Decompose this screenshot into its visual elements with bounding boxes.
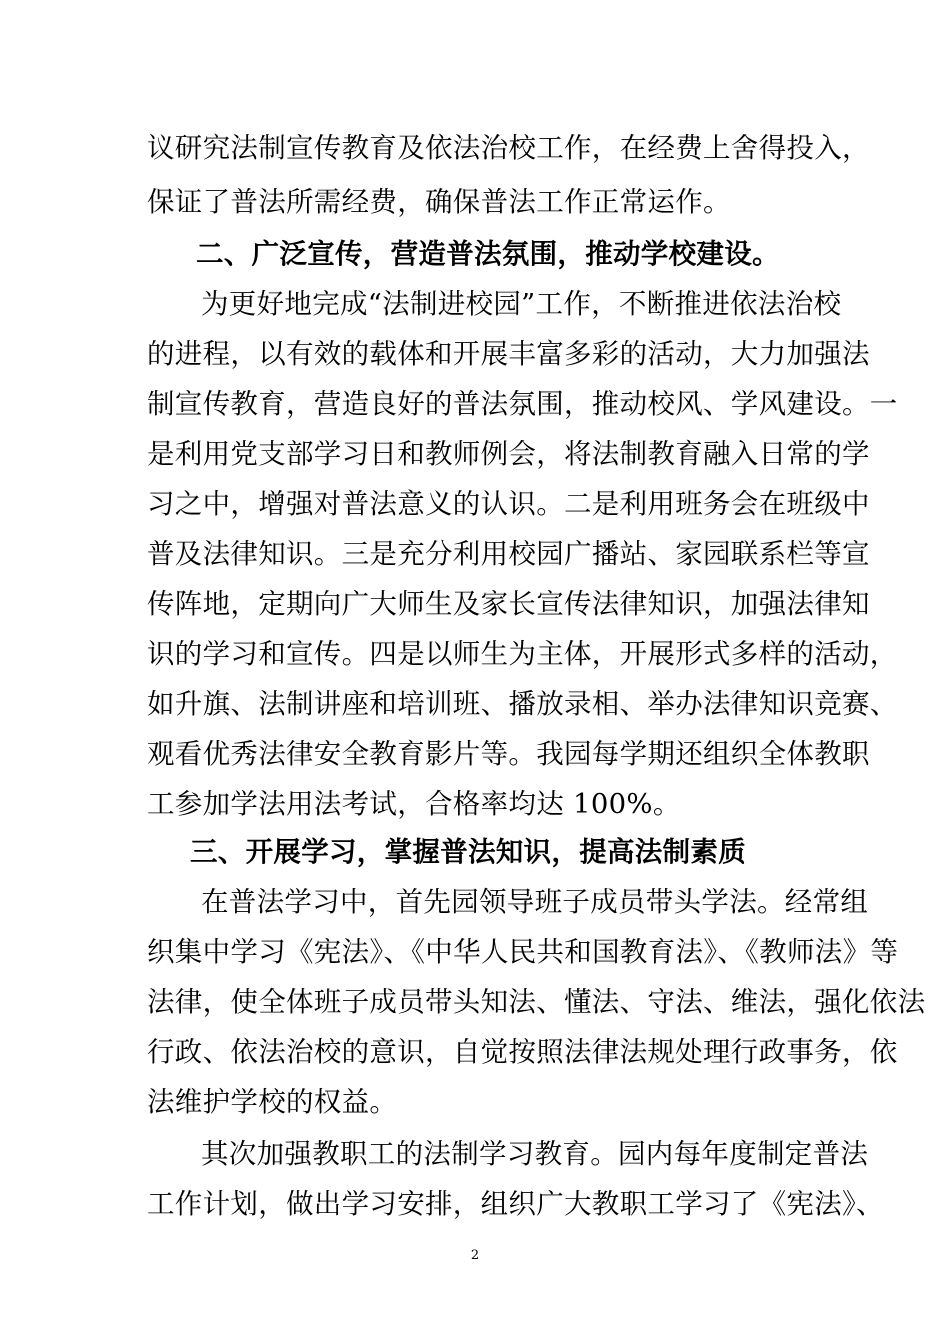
body-text-line: 保证了普法所需经费，确保普法工作正常运作。 bbox=[147, 186, 731, 218]
body-text-line: 如升旗、法制讲座和培训班、播放录相、举办法律知识竞赛、 bbox=[147, 688, 898, 720]
body-text-line: 习之中，增强对普法意义的认识。二是利用班务会在班级中 bbox=[147, 488, 870, 520]
body-text-line: 普及法律知识。三是充分利用校园广播站、家园联系栏等宣 bbox=[147, 538, 870, 570]
body-text-line: 传阵地，定期向广大师生及家长宣传法律知识，加强法律知 bbox=[147, 588, 870, 620]
body-text-line: 法律，使全体班子成员带头知法、懂法、守法、维法，强化依法 bbox=[147, 986, 926, 1018]
body-text-line: 是利用党支部学习日和教师例会，将法制教育融入日常的学 bbox=[147, 438, 870, 470]
body-text-line: 其次加强教职工的法制学习教育。园内每年度制定普法 bbox=[201, 1138, 869, 1170]
body-text-line: 为更好地完成“法制进校园”工作，不断推进依法治校 bbox=[201, 288, 842, 320]
body-text-line: 法维护学校的权益。 bbox=[147, 1086, 398, 1118]
body-text-line: 工参加学法用法考试，合格率均达 100%。 bbox=[147, 788, 681, 820]
body-text-line: 工作计划，做出学习安排，组织广大教职工学习了《宪法》、 bbox=[147, 1188, 884, 1220]
body-text-line: 观看优秀法律安全教育影片等。我园每学期还组织全体教职 bbox=[147, 738, 870, 770]
section-heading: 二、广泛宣传，营造普法氛围，推动学校建设。 bbox=[196, 238, 780, 270]
section-heading: 三、开展学习，掌握普法知识，提高法制素质 bbox=[190, 836, 746, 868]
body-text-line: 在普法学习中，首先园领导班子成员带头学法。经常组 bbox=[201, 886, 869, 918]
body-text-line: 行政、依法治校的意识，自觉按照法律法规处理行政事务，依 bbox=[147, 1036, 898, 1068]
body-text-line: 制宣传教育，营造良好的普法氛围，推动校风、学风建设。一 bbox=[147, 388, 898, 420]
body-text-line: 识的学习和宣传。四是以师生为主体，开展形式多样的活动， bbox=[147, 638, 898, 670]
body-text-line: 议研究法制宣传教育及依法治校工作，在经费上舍得投入， bbox=[147, 132, 870, 164]
body-text-line: 织集中学习《宪法》、《中华人民共和国教育法》、《教师法》等 bbox=[147, 936, 899, 968]
body-text-line: 的进程，以有效的载体和开展丰富多彩的活动，大力加强法 bbox=[147, 338, 870, 370]
page-number: 2 bbox=[470, 1248, 480, 1263]
